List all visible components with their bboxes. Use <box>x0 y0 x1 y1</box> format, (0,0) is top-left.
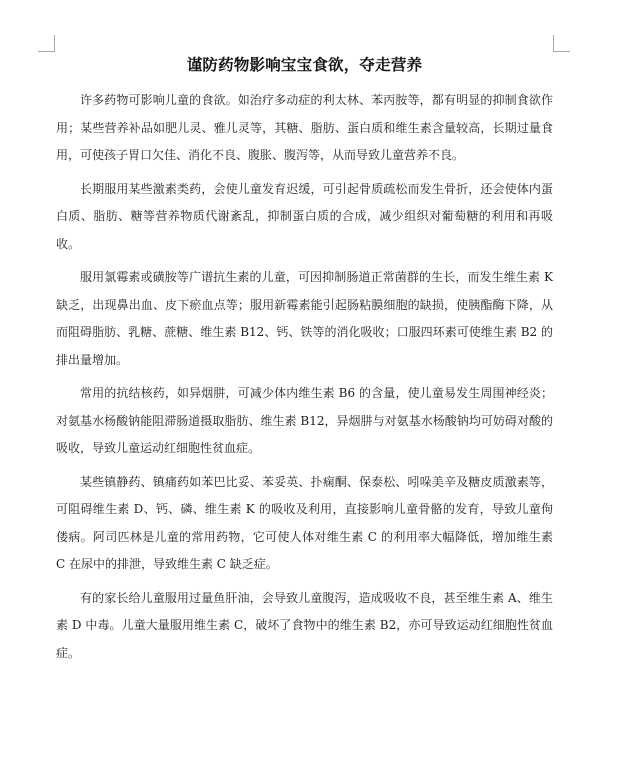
document-page <box>56 52 553 673</box>
page-corner-mark-top-left <box>38 35 55 52</box>
paragraph-tuberculosis-drugs: 常用的抗结核药，如异烟肼，可减少体内维生素 B6 的含量，使儿童易发生周围神经炎；对氨基水杨酸钠能阻滞肠道摄取脂肪、维生素 B12，异烟肼与对氨基水杨酸钠均可妨碍对酸的吸收，导致儿童运动红细胞性贫血症。 <box>56 386 553 455</box>
paragraph-antibiotics: 服用氯霉素或磺胺等广谱抗生素的儿童，可因抑制肠道正常菌群的生长，而发生维生素 K 缺乏，出现鼻出血、皮下瘀血点等；服用新霉素能引起肠粘膜细胞的缺损，使胰酯酶下降，从而阻碍脂肪、乳糖、蔗糖、维生素 B12、钙、铁等的消化吸收；口服四环素可使维生素 B2 的排出量增加。 <box>56 270 553 367</box>
paragraph-sedatives-analgesics: 某些镇静药、镇痛药如苯巴比妥、苯妥英、扑痫酮、保泰松、吲哚美辛及糖皮质激素等，可阻碍维生素 D、钙、磷、维生素 K 的吸收及利用，直接影响儿童骨骼的发育，导致儿童佝偻病。阿司匹林是儿童的常用药物，它可使人体对维生素 C 的利用率大幅降低，增加维生素 C 在尿中的排泄，导致维生素 C 缺乏症。 <box>56 474 553 571</box>
paragraph-vitamin-overdose: 有的家长给儿童服用过量鱼肝油，会导致儿童腹泻，造成吸收不良，甚至维生素 A、维生素 D 中毒。儿童大量服用维生素 C，破坏了食物中的维生素 B2，亦可导致运动红细胞性贫血症。 <box>56 590 553 660</box>
page-corner-mark-top-right <box>553 35 570 52</box>
paragraph-hormone-drugs: 长期服用某些激素类药，会使儿童发育迟缓，可引起骨质疏松而发生骨折，还会使体内蛋白质、脂肪、糖等营养物质代谢紊乱，抑制蛋白质的合成，减少组织对葡萄糖的利用和再吸收。 <box>56 181 553 251</box>
paragraph-appetite-drugs: 许多药物可影响儿童的食欲。如治疗多动症的利太林、苯丙胺等，都有明显的抑制食欲作用；某些营养补品如肥儿灵、雅儿灵等，其糖、脂肪、蛋白质和维生素含量较高，长期过量食用，可使孩子胃口欠佳、消化不良、腹胀、腹泻等，从而导致儿童营养不良。 <box>56 93 553 162</box>
document-body <box>56 87 553 667</box>
document-title: 谨防药物影响宝宝食欲，夺走营养 <box>186 56 423 74</box>
